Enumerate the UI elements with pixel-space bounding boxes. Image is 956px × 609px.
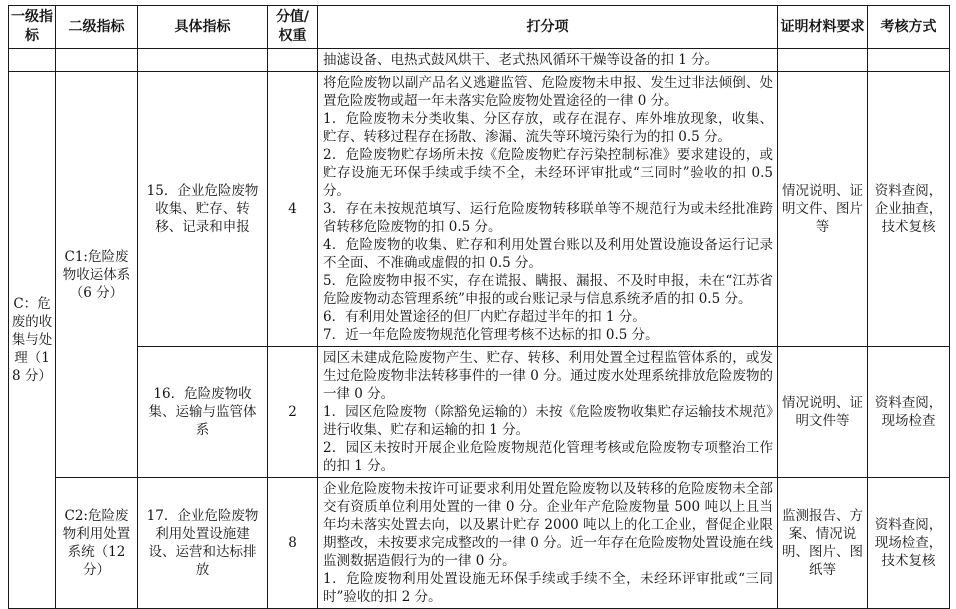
table-row xyxy=(9,72,950,347)
column-header-level2-indicator: 二级指标 xyxy=(56,6,138,49)
carryover-empty-cell xyxy=(778,49,868,72)
score-item-line: 企业危险废物未按许可证要求利用处置危险废物以及转移的危险废物未全部交有资质单位利用处置的一律 0 分。企业年产危险废物量 500 吨以上且当年均未落实处置去向，以及累计贮存 2000 吨以上的化工企业，督促企业限期整改，未按要求完成整改的一律 0 分。近一年存在危险废物处置设施在线监测数据造假行为的一律 0 分。 xyxy=(323,481,773,569)
assessment-method-cell: 资料查阅，现场检查，技术复核 xyxy=(868,478,950,609)
evidence-requirements-cell: 情况说明、证明文件、图片等 xyxy=(778,72,868,347)
scoring-items-cell xyxy=(318,347,778,478)
score-weight-cell: 2 xyxy=(268,347,318,478)
level2-indicator-cell-c2: C2:危险废物利用处置系统（12 分） xyxy=(56,478,138,609)
level1-indicator-cell: C：危废的收集与处理（18 分） xyxy=(9,72,56,609)
specific-indicator-cell: 17．企业危险废物利用处置设施建设、运营和达标排放 xyxy=(138,478,268,609)
score-weight-cell: 8 xyxy=(268,478,318,609)
score-item-line: 6．有利用处置途径的但厂内贮存超过半年的扣 1 分。 xyxy=(323,309,646,325)
score-item-line: 1．危险废物利用处置设施无环保手续或手续不全，未经环评审批或“三同时”验收的扣 2 分。 xyxy=(323,571,773,605)
scoring-items-cell xyxy=(318,72,778,347)
score-item-line: 2．园区未按时开展企业危险废物规范化管理考核或危险废物专项整治工作的扣 1 分。 xyxy=(323,440,773,474)
assessment-method-cell: 资料查阅，现场检查 xyxy=(868,347,950,478)
carryover-empty-cell xyxy=(56,49,138,72)
carryover-empty-cell xyxy=(138,49,268,72)
table-row xyxy=(9,347,950,478)
specific-indicator-cell: 15．企业危险废物收集、贮存、转移、记录和申报 xyxy=(138,72,268,347)
document-page xyxy=(8,5,950,609)
evidence-requirements-cell: 情况说明、证明文件等 xyxy=(778,347,868,478)
score-item-line: 1．危险废物未分类收集、分区存放，或存在混存、库外堆放现象，收集、贮存、转移过程存在扬散、渗漏、流失等环境污染行为的扣 0.5 分。 xyxy=(323,111,773,145)
specific-indicator-cell: 16．危险废物收集、运输与监管体系 xyxy=(138,347,268,478)
assessment-table xyxy=(8,5,950,609)
score-item-line: 4．危险废物的收集、贮存和利用处置台账以及利用处置设施设备运行记录不全面、不准确或虚假的扣 0.5 分。 xyxy=(323,237,773,271)
score-item-line: 1．园区危险废物（除豁免运输的）未按《危险废物收集贮存运输技术规范》进行收集、贮存和运输的扣 1 分。 xyxy=(323,404,773,438)
carryover-empty-cell xyxy=(868,49,950,72)
score-item-line: 2．危险废物贮存场所未按《危险废物贮存污染控制标准》要求建设的，或贮存设施无环保手续或手续不全，未经环评审批或“三同时”验收的扣 0.5 分。 xyxy=(323,147,773,199)
column-header-specific-indicator: 具体指标 xyxy=(138,6,268,49)
column-header-assessment-method: 考核方式 xyxy=(868,6,950,49)
carryover-scoring-item xyxy=(318,49,778,72)
carryover-empty-cell xyxy=(9,49,56,72)
column-header-scoring-items: 打分项 xyxy=(318,6,778,49)
score-item-line: 5．危险废物申报不实，存在谎报、瞒报、漏报、不及时申报，未在“江苏省危险废物动态管理系统”申报的或台账记录与信息系统矛盾的扣 0.5 分。 xyxy=(323,273,773,307)
table-row xyxy=(9,478,950,609)
header-row xyxy=(9,6,950,49)
score-weight-cell: 4 xyxy=(268,72,318,347)
assessment-method-cell: 资料查阅，企业抽查，技术复核 xyxy=(868,72,950,347)
score-item-line: 抽滤设备、电热式鼓风烘干、老式热风循环干燥等设备的扣 1 分。 xyxy=(323,52,719,68)
carryover-row xyxy=(9,49,950,72)
column-header-evidence-requirements: 证明材料要求 xyxy=(778,6,868,49)
scoring-items-cell xyxy=(318,478,778,609)
score-item-line: 将危险废物以副产品名义逃避监管、危险废物未申报、发生过非法倾倒、处置危险废物或超一年未落实危险废物处置途径的一律 0 分。 xyxy=(323,75,773,109)
level2-indicator-cell-c1: C1:危险废物收运体系（6 分） xyxy=(56,72,138,478)
carryover-empty-cell xyxy=(268,49,318,72)
column-header-level1-indicator: 一级指标 xyxy=(9,6,56,49)
score-item-line: 3．存在未按规范填写、运行危险废物转移联单等不规范行为或未经批准跨省转移危险废物的扣 0.5 分。 xyxy=(323,201,773,235)
score-item-line: 园区未建成危险废物产生、贮存、转移、利用处置全过程监管体系的，或发生过危险废物非法转移事件的一律 0 分。通过废水处理系统排放危险废物的一律 0 分。 xyxy=(323,350,773,402)
score-item-line: 7．近一年危险废物规范化管理考核不达标的扣 0.5 分。 xyxy=(323,327,659,343)
column-header-score-weight: 分值/权重 xyxy=(268,6,318,49)
evidence-requirements-cell: 监测报告、方案、情况说明、图片、图纸等 xyxy=(778,478,868,609)
